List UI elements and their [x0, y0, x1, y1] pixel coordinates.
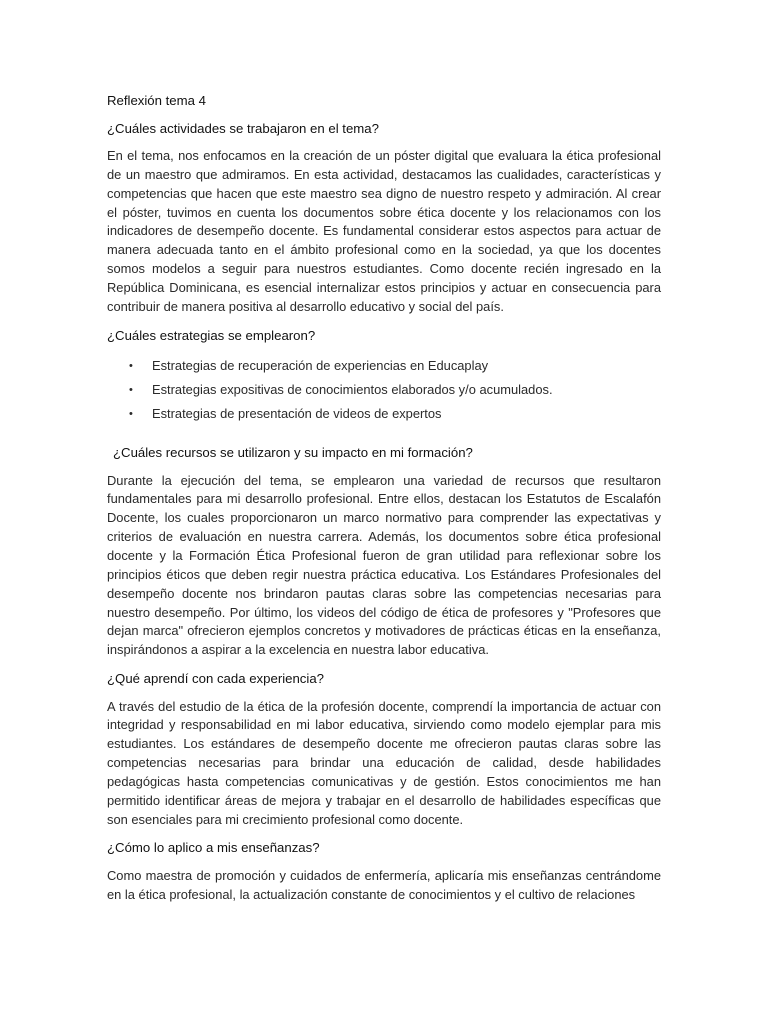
question-learning-mark: ? [316, 671, 325, 687]
document-title: Reflexión tema 4 [107, 93, 206, 108]
paragraph-resources: Durante la ejecución del tema, se emplearon una variedad de recursos que resultaron fundamentales para mi desarrollo profesional. Entre ellos, destacan los Estatutos de Escalafón Docente, los cuales proporcionaron un marco normativo para comprender las expectativas y criterios de evaluación en nuestra carrera. Además, los documentos sobre ética profesional docente y la Formación Ética Profesional fueron de gran utilidad para reflexionar sobre los principios éticos que deben regir nuestra práctica educativa. Los Estándares Profesionales del desempeño docente nos brindaron pautas claras sobre las competencias necesarias para nuestro desempeño. Por último, los videos del código de ética de profesores y "Profesores que dejan marca" ofrecieron ejemplos concretos y motivadores de prácticas éticas en la enseñanza, inspirándonos a aspirar a la excelencia en nuestra labor educativa. [107, 472, 661, 658]
bullet-icon: • [129, 360, 133, 373]
list-item-text: Estrategias expositivas de conocimientos elaborados y/o acumulados. [152, 382, 553, 398]
list-item [129, 402, 661, 426]
list-item [129, 354, 661, 378]
paragraph-activities: En el tema, nos enfocamos en la creación de un póster digital que evaluara la ética profesional de un maestro que admiramos. En esta actividad, destacamos las cualidades, características y competencias que hacen que este maestro sea digno de nuestro respeto y admiración. Al crear el póster, tuvimos en cuenta los documentos sobre ética docente y los relacionamos con los indicadores de desempeño docente. Es fundamental considerar estos aspectos para actuar de manera adecuada tanto en el ámbito profesional como en la sociedad, ya que los docentes somos modelos a seguir para nuestros estudiantes. Como docente recién ingresado en la República Dominicana, es esencial internalizar estos principios y actuar en consecuencia para contribuir de manera positiva al desarrollo educativo y social del país. [107, 148, 661, 314]
question-activities: ¿Cuáles actividades se trabajaron en el tema? [107, 120, 379, 136]
bullet-icon: • [129, 408, 133, 421]
question-resources: ¿Cuáles recursos se utilizaron y su impacto en mi formación? [113, 445, 473, 461]
paragraph-application: Como maestra de promoción y cuidados de enfermería, aplicaría mis enseñanzas centrándome en la ética profesional, la actualización constante de conocimientos y el cultivo de relaciones [107, 867, 661, 902]
strategies-list [107, 354, 661, 426]
question-learning [107, 670, 661, 689]
question-application: ¿Cómo lo aplico a mis enseñanzas? [107, 840, 320, 856]
question-strategies: ¿Cuáles estrategias se emplearon? [107, 327, 316, 343]
bullet-icon: • [129, 384, 133, 397]
paragraph-learning: A través del estudio de la ética de la profesión docente, comprendí la importancia de actuar con integridad y responsabilidad en mi labor educativa, sirviendo como modelo ejemplar para mis estudiantes. Los estándares de desempeño docente me ofrecieron pautas claras sobre las competencias necesarias para brindar una educación de calidad, desde habilidades pedagógicas hasta competencias comunicativas y de gestión. Estos conocimientos me han permitido identificar áreas de mejora y trabajar en el desarrollo de habilidades específicas que son esenciales para mi crecimiento profesional como docente. [107, 698, 661, 827]
list-item [129, 378, 661, 402]
question-learning-text: ¿Qué aprendí con cada experiencia [107, 671, 317, 687]
list-item-text: Estrategias de presentación de videos de expertos [152, 406, 442, 422]
list-item-text: Estrategias de recuperación de experiencias en Educaplay [152, 358, 489, 374]
